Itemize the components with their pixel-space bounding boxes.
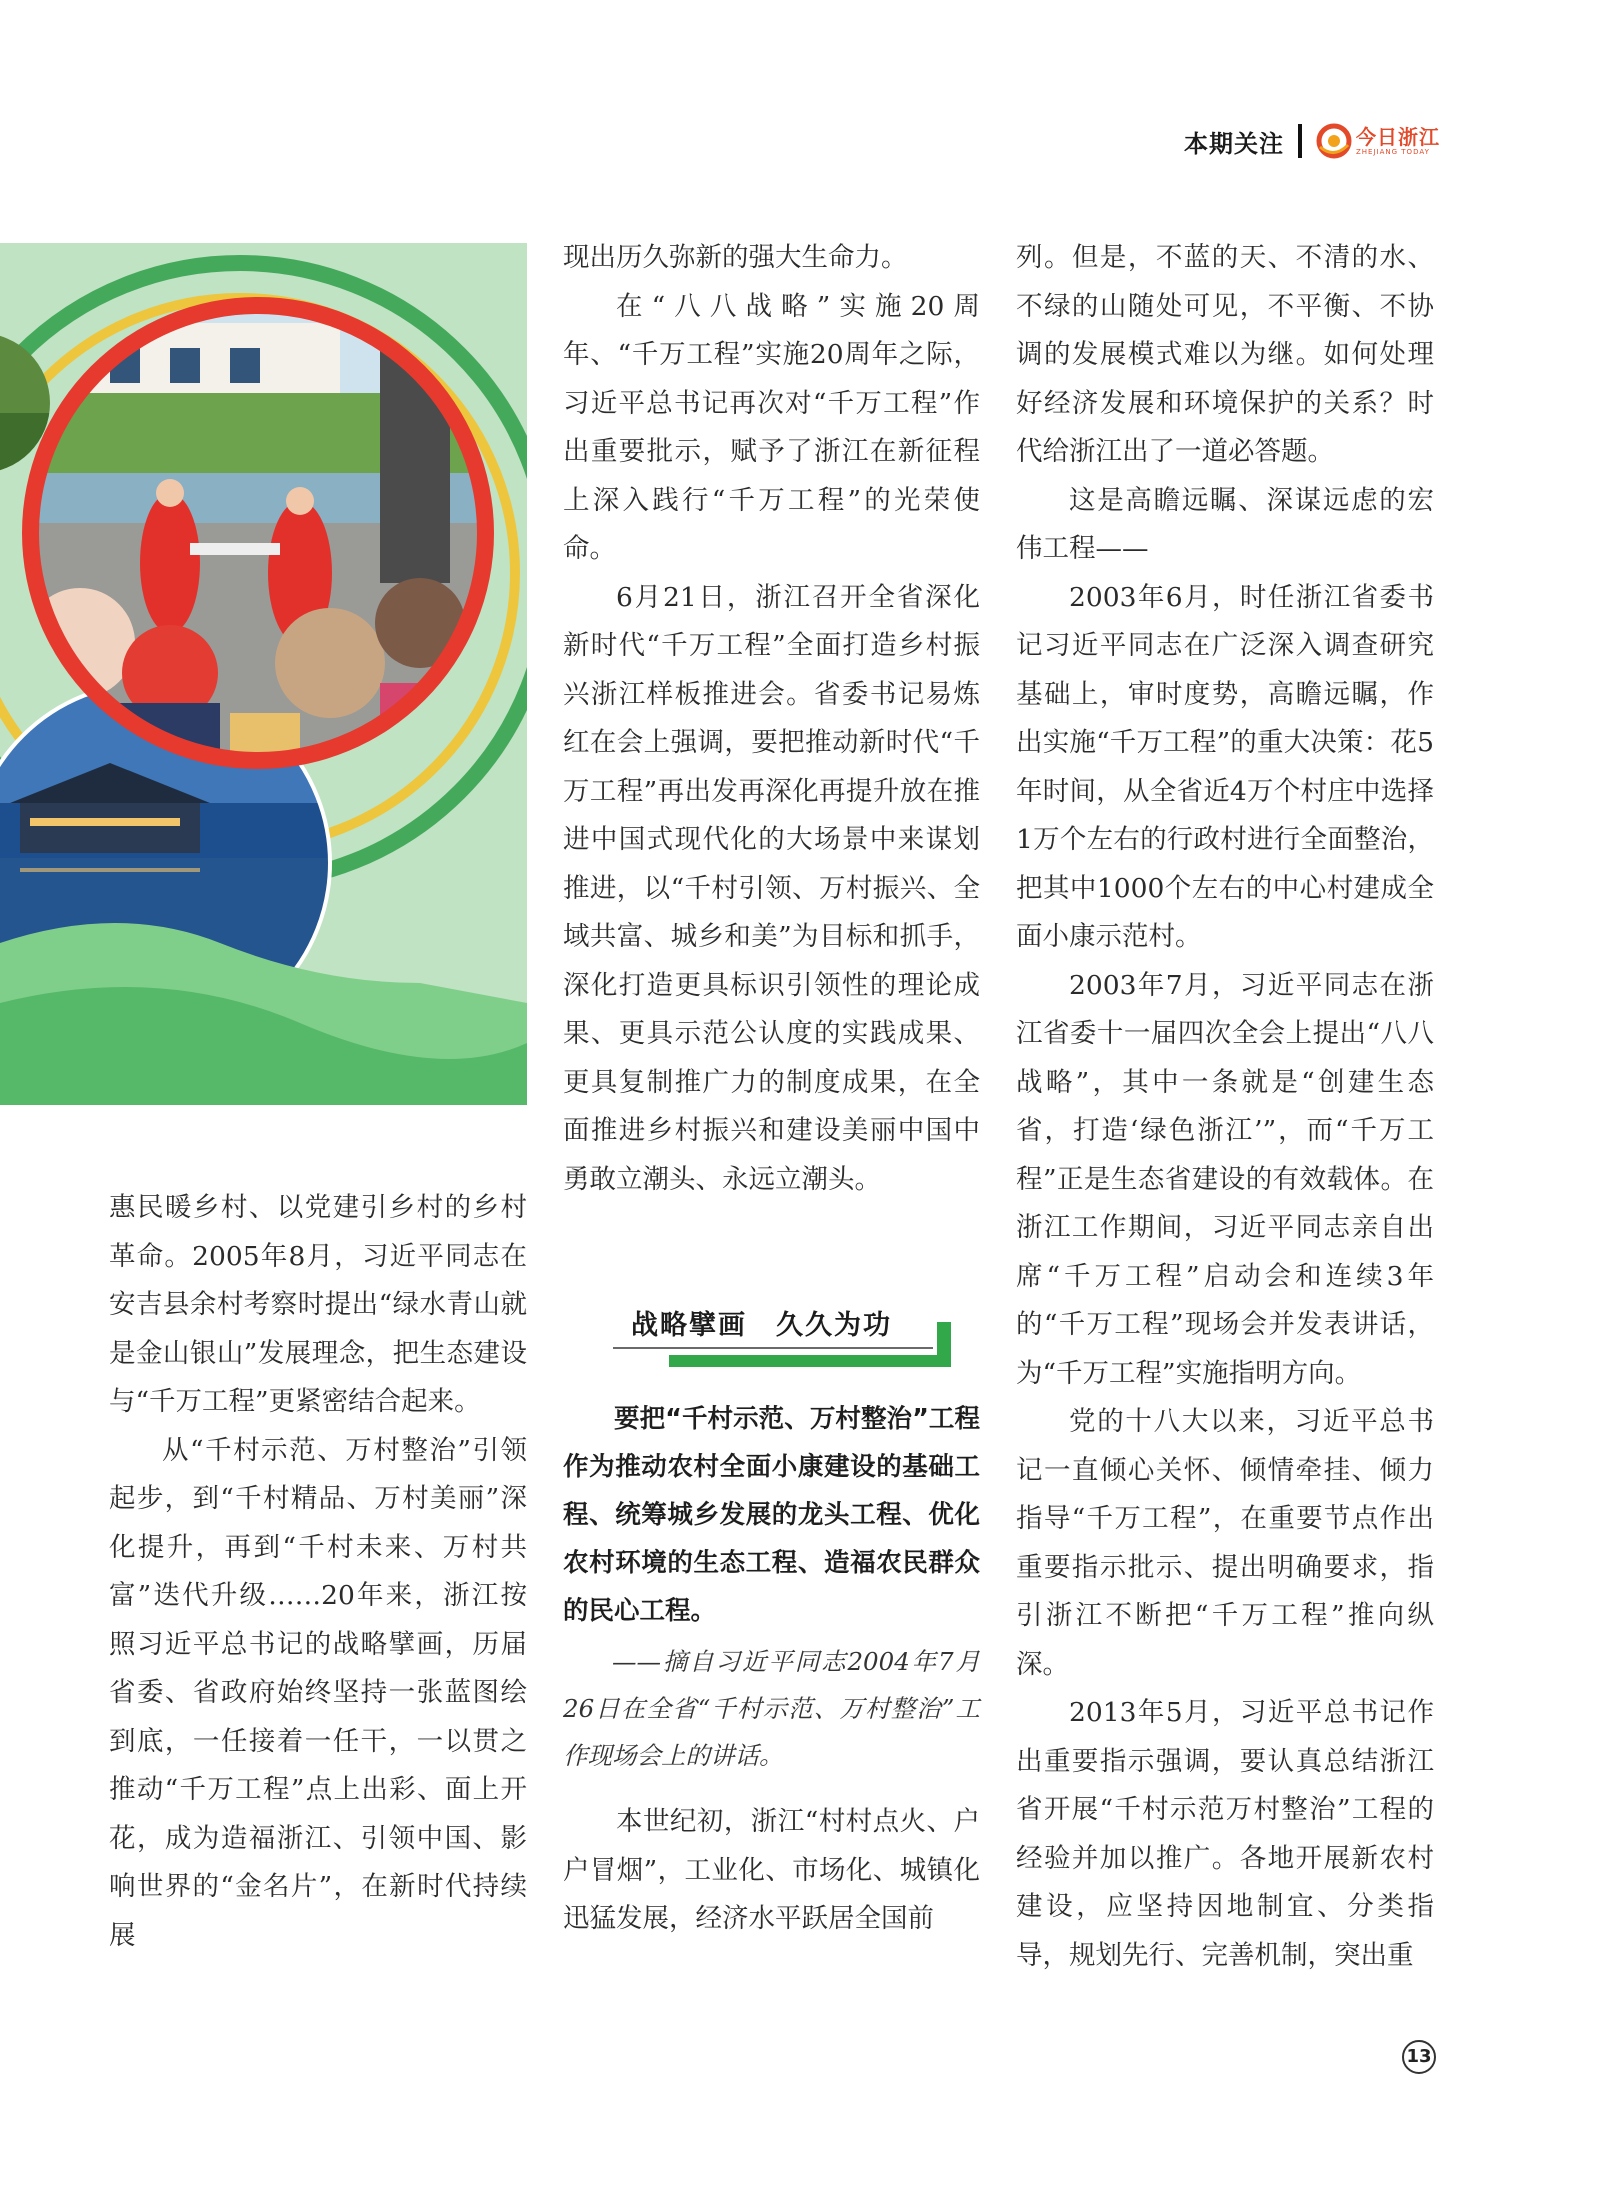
paragraph: 2013年5月，习近平总书记作出重要指示强调，要认真总结浙江省开展“千村示范万村整治”工程的经验并加以推广。各地开展新农村建设，应坚持因地制宜、分类指导，规划先行、完善机制，突出重 — [1016, 1697, 1434, 1971]
photo-collage — [0, 243, 527, 1105]
heading-underline — [613, 1347, 933, 1349]
logo-english: ZHEJIANG TODAY — [1356, 147, 1430, 156]
paragraph: 从“千村示范、万村整治”引领起步，到“千村精品、万村美丽”深化提升，再到“千村未来、万村共富”迭代升级……20年来，浙江按照习近平总书记的战略擘画，历届省委、省政府始终坚持一张蓝图绘到底，一任接着一任干，一以贯之推动“千万工程”点上出彩、面上开花，成为造福浙江、引领中国、影响世界的“金名片”，在新时代持续展 — [109, 1434, 527, 1951]
paragraph: 这是高瞻远瞩、深谋远虑的宏伟工程—— — [1016, 484, 1434, 564]
page-number: 13 — [1402, 2040, 1436, 2074]
paragraph: 2003年6月，时任浙江省委书记习近平同志在广泛深入调查研究基础上，审时度势，高瞻远瞩，作出实施“千万工程”的重大决策：花5年时间，从全省近4万个村庄中选择1万个左右的行政村进行全面整治，把其中1000个左右的中心村建成全面小康示范村。 — [1016, 581, 1434, 952]
paragraph: 6月21日，浙江召开全省深化新时代“千万工程”全面打造乡村振兴浙江样板推进会。省委书记易炼红在会上强调，要把推动新时代“千万工程”再出发再深化再提升放在推进中国式现代化的大场景中来谋划推进，以“千村引领、万村振兴、全域共富、城乡和美”为目标和抓手，深化打造更具标识引领性的理论成果、更具示范公认度的实践成果、更具复制推广力的制度成果，在全面推进乡村振兴和建设美丽中国中勇敢立潮头、永远立潮头。 — [563, 581, 980, 1195]
text-column-3 — [1016, 234, 1434, 1980]
logo-mark-icon — [1316, 123, 1352, 159]
magazine-logo — [1316, 123, 1440, 159]
header-divider — [1298, 124, 1302, 158]
paragraph: 2003年7月，习近平同志在浙江省委十一届四次全会上提出“八八战略”，其中一条就是“创建生态省，打造‘绿色浙江’”，而“千万工程”正是生态省建设的有效载体。在浙江工作期间，习近平同志亲自出席“千万工程”启动会和连续3年的“千万工程”现场会并发表讲话，为“千万工程”实施指明方向。 — [1016, 969, 1434, 1389]
paragraph: 惠民暖乡村、以党建引乡村的乡村革命。2005年8月，习近平同志在安吉县余村考察时提出“绿水青山就是金山银山”发展理念，把生态建设与“千万工程”更紧密结合起来。 — [109, 1192, 527, 1417]
paragraph: 列。但是，不蓝的天、不清的水、不绿的山随处可见，不平衡、不协调的发展模式难以为继。如何处理好经济发展和环境保护的关系？时代给浙江出了一道必答题。 — [1016, 242, 1434, 467]
paragraph: 在“八八战略”实施20周年、“千万工程”实施20周年之际，习近平总书记再次对“千万工程”作出重要批示，赋予了浙江在新征程上深入践行“千万工程”的光荣使命。 — [563, 290, 980, 564]
section-label: 本期关注 — [1184, 129, 1284, 158]
quote-source-text: ——摘自习近平同志2004年7月26日在全省“千村示范、万村整治”工作现场会上的讲话。 — [563, 1647, 980, 1770]
pull-quote — [563, 1395, 980, 1635]
logo-chinese: 今日浙江 — [1356, 124, 1440, 149]
text-column-2 — [563, 234, 980, 1204]
quote-source — [563, 1638, 980, 1779]
paragraph: 现出历久弥新的强大生命力。 — [563, 242, 908, 273]
heading-accent-bar — [669, 1355, 951, 1367]
section-heading — [613, 1295, 951, 1367]
section-heading-text: 战略擘画 久久为功 — [631, 1310, 892, 1341]
page-header — [1184, 118, 1440, 164]
quote-text: 要把“千村示范、万村整治”工程作为推动农村全面小康建设的基础工程、统筹城乡发展的龙头工程、优化农村环境的生态工程、造福农民群众的民心工程。 — [563, 1404, 980, 1626]
text-column-2-bottom — [563, 1798, 980, 1944]
text-column-1 — [109, 1184, 527, 1960]
paragraph: 本世纪初，浙江“村村点火、户户冒烟”，工业化、市场化、城镇化迅猛发展，经济水平跃居全国前 — [563, 1806, 980, 1934]
paragraph: 党的十八大以来，习近平总书记一直倾心关怀、倾情牵挂、倾力指导“千万工程”，在重要节点作出重要指示批示、提出明确要求，指引浙江不断把“千万工程”推向纵深。 — [1016, 1406, 1434, 1680]
